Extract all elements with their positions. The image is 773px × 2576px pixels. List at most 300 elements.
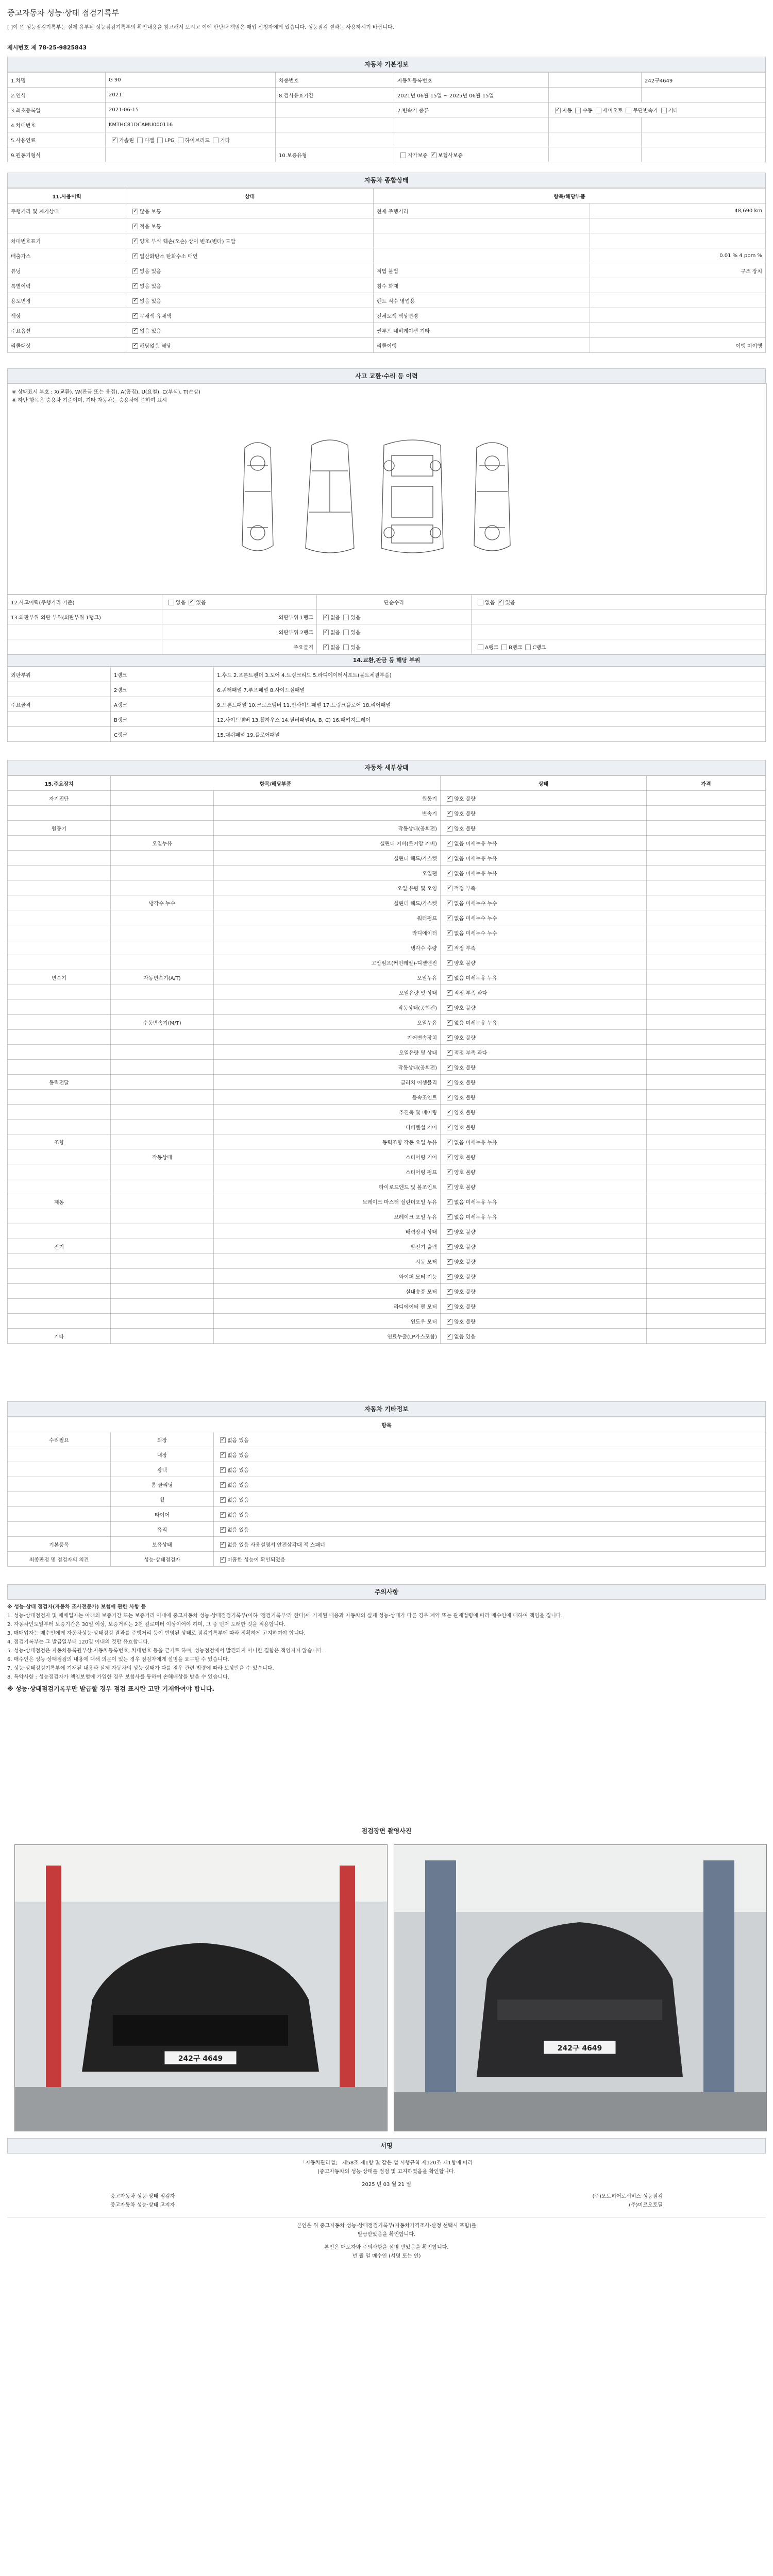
accident-table xyxy=(7,594,766,654)
detail-state xyxy=(441,1090,647,1105)
checkbox-icon[interactable] xyxy=(447,1020,452,1026)
checkbox-icon[interactable] xyxy=(447,1319,452,1325)
rank-group xyxy=(8,639,162,654)
checkbox-icon[interactable] xyxy=(447,975,452,981)
general-state-text: 많음 보통 xyxy=(140,209,161,215)
detail-item: 작동상태(공회전) xyxy=(214,1060,441,1075)
checkbox-icon[interactable] xyxy=(220,1467,226,1473)
other-state xyxy=(214,1477,766,1492)
general-detail xyxy=(374,248,590,263)
rank-options-option-label: 없음 xyxy=(330,615,341,621)
checkbox-icon[interactable] xyxy=(447,841,452,846)
general-state-text: 무채색 유채색 xyxy=(140,313,172,319)
checkbox-icon[interactable] xyxy=(447,1050,452,1056)
checkbox-icon[interactable] xyxy=(447,1259,452,1265)
accident-options-option[interactable] xyxy=(186,598,206,606)
rank-extra-option[interactable] xyxy=(522,643,546,651)
sign-date: 2025 년 03 월 21 일 xyxy=(362,2182,411,2188)
checkbox-icon[interactable] xyxy=(447,1155,452,1160)
general-detail: 리콜이행 xyxy=(374,338,590,353)
general-label: 배출가스 xyxy=(8,248,126,263)
warranty-options-option-label: 자가보증 xyxy=(408,152,428,159)
transmission-options xyxy=(549,103,766,117)
checkbox-icon[interactable] xyxy=(323,645,329,650)
checkbox-icon[interactable] xyxy=(447,1125,452,1130)
detail-row xyxy=(8,1090,766,1105)
basic-label-2 xyxy=(276,117,394,132)
front-photo xyxy=(14,1844,388,2131)
checkbox-icon[interactable] xyxy=(132,239,138,244)
checkbox-icon[interactable] xyxy=(447,1289,452,1295)
detail-item: 배력장치 상태 xyxy=(214,1224,441,1239)
detail-group xyxy=(8,925,111,940)
detail-row xyxy=(8,1269,766,1284)
checkbox-icon[interactable] xyxy=(132,343,138,349)
detail-group xyxy=(8,1314,111,1329)
fuel-options-option-label: 가솔린 xyxy=(119,138,134,144)
detail-group: 자기진단 xyxy=(8,791,111,806)
detail-header-1: 15.주요장치 xyxy=(8,776,111,791)
detail-item: 시동 모터 xyxy=(214,1254,441,1269)
detail-row xyxy=(8,1284,766,1299)
transmission-options-option-label: 기타 xyxy=(668,108,678,114)
detail-state-text: 적정 부족 xyxy=(454,886,476,892)
detail-state-text: 없음 미세누유 누유 xyxy=(454,1199,497,1206)
detail-state-text: 없음 미세누유 누유 xyxy=(454,1020,497,1026)
transmission-options-option[interactable] xyxy=(593,106,623,114)
transmission-options-option[interactable] xyxy=(658,106,678,114)
detail-subgroup xyxy=(111,1030,214,1045)
detail-row xyxy=(8,910,766,925)
detail-row xyxy=(8,1224,766,1239)
detail-state-text: 양호 불량 xyxy=(454,1170,476,1176)
basic-label: 4.차대번호 xyxy=(8,117,106,132)
warranty-options-option[interactable] xyxy=(397,151,428,159)
detail-item: 브레이크 오일 누유 xyxy=(214,1209,441,1224)
checkbox-icon[interactable] xyxy=(343,630,349,635)
detail-item: 디퍼렌셜 기어 xyxy=(214,1120,441,1134)
note-item: 6. 매수인은 성능·상태점검의 내용에 대해 의문이 있는 경우 점검자에게 설명을 요구할 수 있습니다. xyxy=(7,1657,229,1663)
general-row xyxy=(8,204,766,218)
detail-state xyxy=(441,851,647,866)
basic-value-3 xyxy=(642,147,766,162)
fuel-options-option[interactable] xyxy=(210,136,230,144)
detail-state-text: 없음 미세누수 누수 xyxy=(454,901,497,907)
other-state xyxy=(214,1507,766,1522)
parts-row xyxy=(8,697,766,712)
checkbox-icon[interactable] xyxy=(137,138,143,143)
notes-section xyxy=(7,1584,766,1600)
rank-options-option[interactable] xyxy=(320,613,340,621)
detail-state xyxy=(441,1254,647,1269)
checkbox-icon[interactable] xyxy=(220,1542,226,1548)
transmission-label: 7.변속기 종류 xyxy=(394,103,549,117)
note-item: 3. 매매업자는 매수인에게 자동차성능·상태점검 결과를 주행거리 등이 반영된 상태로 점검기록부에 따라 정확하게 고지하여야 합니다. xyxy=(7,1631,306,1636)
detail-state xyxy=(441,910,647,925)
detail-state-text: 없음 미세누유 누유 xyxy=(454,975,497,981)
detail-price xyxy=(647,1269,766,1284)
detail-group xyxy=(8,895,111,910)
basic-label-2: 차종번호 xyxy=(276,73,394,88)
accident-row xyxy=(8,595,766,609)
detail-row xyxy=(8,1149,766,1164)
general-state xyxy=(126,204,374,218)
note-item: 5. 성능·상태점검은 자동차등록원부상 자동차등록번호, 차대번호 등을 근거로 하며, 성능점검에서 발견되지 아니한 결함은 책임지지 않습니다. xyxy=(7,1648,324,1654)
detail-group xyxy=(8,1045,111,1060)
checkbox-icon[interactable] xyxy=(447,1005,452,1011)
other-state-text: 없음 있음 xyxy=(227,1512,249,1518)
checkbox-icon[interactable] xyxy=(132,328,138,334)
checkbox-icon[interactable] xyxy=(447,1184,452,1190)
transmission-options-option[interactable] xyxy=(572,106,592,114)
detail-state-text: 없음 있음 xyxy=(454,1334,476,1340)
checkbox-icon[interactable] xyxy=(478,600,483,605)
other-item: 외장 xyxy=(111,1432,214,1447)
other-state xyxy=(214,1552,766,1567)
rank-extra-option[interactable] xyxy=(475,643,498,651)
checkbox-icon[interactable] xyxy=(447,945,452,951)
parts-table xyxy=(7,667,766,742)
detail-state-text: 양호 불량 xyxy=(454,796,476,802)
general-row xyxy=(8,293,766,308)
accident-label: 12.사고이력(주행거리 기준) xyxy=(8,595,162,609)
general-detail: 썬루프 네비게이션 기타 xyxy=(374,323,590,338)
basic-value: KMTHC81DCAMU000116 xyxy=(106,117,276,132)
general-state-text: 없음 있음 xyxy=(140,298,161,304)
rank-options-option[interactable] xyxy=(320,628,340,636)
fuel-options-option[interactable] xyxy=(154,138,174,144)
detail-group: 동력전달 xyxy=(8,1075,111,1090)
warranty-options-option[interactable] xyxy=(428,151,463,159)
checkbox-icon[interactable] xyxy=(447,990,452,996)
basic-value xyxy=(106,147,276,162)
detail-group: 조향 xyxy=(8,1134,111,1149)
detail-item: 실린더 헤드/가스켓 xyxy=(214,851,441,866)
signature-body xyxy=(7,2159,766,2261)
detail-group xyxy=(8,1030,111,1045)
car-diagram-area xyxy=(7,383,767,595)
detail-state xyxy=(441,985,647,1000)
general-state-text: 해당없음 해당 xyxy=(140,343,172,349)
general-detail: 현재 주행거리 xyxy=(374,204,590,218)
checkbox-icon[interactable] xyxy=(447,960,452,966)
checkbox-icon[interactable] xyxy=(132,268,138,274)
checkbox-icon[interactable] xyxy=(498,600,503,605)
transmission-options-option-label: 수동 xyxy=(582,108,593,114)
basic-value-2: 자동차등록번호 xyxy=(394,73,549,88)
damage-legend: ※ 상태표시 부호 : X(교환), W(판금 또는 용접), A(흠집), U(요철), C(부식), T(손상) xyxy=(12,389,200,395)
checkbox-icon[interactable] xyxy=(478,645,483,650)
general-state-text: 일산화탄소 탄화수소 매연 xyxy=(140,253,198,260)
notifier-row xyxy=(7,2201,766,2210)
detail-row xyxy=(8,1239,766,1254)
checkbox-icon[interactable] xyxy=(447,901,452,906)
checkbox-icon[interactable] xyxy=(220,1557,226,1563)
rank-extra-option-label: A랭크 xyxy=(485,645,499,651)
detail-price xyxy=(647,910,766,925)
detail-subgroup xyxy=(111,1194,214,1209)
note-item: 4. 점검기록부는 그 발급일부터 120일 이내의 것만 유효합니다. xyxy=(7,1639,150,1645)
general-state-text: 없음 있음 xyxy=(140,268,161,275)
checkbox-icon[interactable] xyxy=(447,1095,452,1100)
repair-options xyxy=(472,595,766,609)
detail-item: 오일팬 xyxy=(214,866,441,880)
detail-state-text: 양호 불량 xyxy=(454,1229,476,1235)
detail-row xyxy=(8,970,766,985)
checkbox-icon[interactable] xyxy=(132,283,138,289)
checkbox-icon[interactable] xyxy=(323,630,329,635)
checkbox-icon[interactable] xyxy=(220,1482,226,1488)
checkbox-icon[interactable] xyxy=(447,1244,452,1250)
general-detail: 침수 화재 xyxy=(374,278,590,293)
checkbox-icon[interactable] xyxy=(447,1080,452,1086)
checkbox-icon[interactable] xyxy=(447,1140,452,1145)
rank-options-option[interactable] xyxy=(340,628,360,636)
other-header: 항목 xyxy=(8,1417,766,1432)
detail-state-text: 없음 미세누수 누수 xyxy=(454,930,497,937)
other-group xyxy=(8,1492,111,1507)
parts-items: 15.대쉬패널 19.플로어패널 xyxy=(214,727,766,742)
checkbox-icon[interactable] xyxy=(323,615,329,620)
accident-options-option-label: 없음 xyxy=(176,600,186,606)
detail-state xyxy=(441,1329,647,1344)
rank-options-option[interactable] xyxy=(340,643,360,651)
checkbox-icon[interactable] xyxy=(575,108,581,113)
checkbox-icon[interactable] xyxy=(169,600,174,605)
rank-empty xyxy=(472,624,766,639)
detail-state xyxy=(441,806,647,821)
basic-info-table xyxy=(7,72,766,162)
checkbox-icon[interactable] xyxy=(447,930,452,936)
detail-state xyxy=(441,955,647,970)
basic-label: 5.사용연료 xyxy=(8,132,106,147)
detail-price xyxy=(647,1254,766,1269)
checkbox-icon[interactable] xyxy=(189,600,194,605)
detail-subgroup xyxy=(111,1209,214,1224)
checkbox-icon[interactable] xyxy=(132,253,138,259)
general-value xyxy=(590,218,766,233)
detail-row xyxy=(8,791,766,806)
fuel-options-option[interactable] xyxy=(109,136,134,144)
detail-group xyxy=(8,1179,111,1194)
rank-options-option[interactable] xyxy=(320,643,340,651)
checkbox-icon[interactable] xyxy=(447,871,452,876)
checkbox-icon[interactable] xyxy=(447,1065,452,1071)
detail-subgroup xyxy=(111,985,214,1000)
rank-options xyxy=(317,609,472,624)
detail-subgroup xyxy=(111,1000,214,1015)
parts-items: 12.사이드멤버 13.휠하우스 14.필러패널(A, B, C) 16.패키지트레이 xyxy=(214,712,766,727)
checkbox-icon[interactable] xyxy=(661,108,667,113)
checkbox-icon[interactable] xyxy=(447,916,452,921)
notes-title: 주의사항 xyxy=(7,1584,766,1600)
checkbox-icon[interactable] xyxy=(132,224,138,229)
basic-row xyxy=(8,147,766,162)
checkbox-icon[interactable] xyxy=(447,1170,452,1175)
detail-item: 연료누출(LP가스포함) xyxy=(214,1329,441,1344)
general-value xyxy=(590,278,766,293)
detail-group xyxy=(8,880,111,895)
repair-options-option-label: 없음 xyxy=(485,600,495,606)
other-item: 룸 클리닝 xyxy=(111,1477,214,1492)
checkbox-icon[interactable] xyxy=(132,313,138,319)
checkbox-icon[interactable] xyxy=(132,298,138,304)
general-value xyxy=(590,293,766,308)
rank-options-option-label: 없음 xyxy=(330,645,341,651)
basic-value-3 xyxy=(642,88,766,103)
notes-lead: ※ 성능·상태 점검자(자동차 조사전문가) 보험에 관한 사항 등 xyxy=(7,1604,146,1610)
checkbox-icon[interactable] xyxy=(112,138,117,143)
detail-state-text: 없음 미세누수 누수 xyxy=(454,916,497,922)
sign-line-3: 본인은 위 중고자동차 성능·상태점검기록부(자동차가격조사·산정 선택시 포함)를 xyxy=(296,2223,477,2229)
checkbox-icon[interactable] xyxy=(447,856,452,861)
detail-group: 변속기 xyxy=(8,970,111,985)
checkbox-icon[interactable] xyxy=(447,826,452,832)
checkbox-icon[interactable] xyxy=(596,108,601,113)
checkbox-icon[interactable] xyxy=(132,209,138,214)
parts-items: 1.후드 2.프론트펜더 3.도어 4.트렁크리드 5.라디에이터서포트(볼트체결부품) xyxy=(214,667,766,682)
checkbox-icon[interactable] xyxy=(157,138,163,143)
detail-state xyxy=(441,1075,647,1090)
parts-subtitle: 14.교환,판금 등 해당 부위 xyxy=(7,654,766,667)
general-state xyxy=(126,233,374,248)
detail-row xyxy=(8,836,766,851)
other-row xyxy=(8,1522,766,1537)
detail-row xyxy=(8,1164,766,1179)
detail-state-text: 양호 불량 xyxy=(454,1304,476,1310)
checkbox-icon[interactable] xyxy=(447,1304,452,1310)
detail-state-text: 양호 불량 xyxy=(454,811,476,817)
basic-row xyxy=(8,88,766,103)
other-row xyxy=(8,1447,766,1462)
checkbox-icon[interactable] xyxy=(343,645,349,650)
detail-state xyxy=(441,1045,647,1060)
detail-state-text: 양호 불량 xyxy=(454,1080,476,1086)
other-state xyxy=(214,1522,766,1537)
fuel-options-option[interactable] xyxy=(175,136,210,144)
other-state-text: 없음 있음 xyxy=(227,1452,249,1459)
document-number xyxy=(7,43,87,52)
rank-extra-option[interactable] xyxy=(498,643,522,651)
checkbox-icon[interactable] xyxy=(447,1214,452,1220)
checkbox-icon[interactable] xyxy=(626,108,631,113)
checkbox-icon[interactable] xyxy=(447,1199,452,1205)
note-item: 2. 자동차인도일부터 보증기간은 30일 이상, 보증거리는 2천 킬로미터 이상이어야 하며, 그 중 먼저 도래한 것을 적용합니다. xyxy=(7,1622,285,1628)
checkbox-icon[interactable] xyxy=(525,645,531,650)
transmission-options-option[interactable] xyxy=(623,106,658,114)
checkbox-icon[interactable] xyxy=(343,615,349,620)
fuel-options-option[interactable] xyxy=(134,136,154,144)
detail-state-text: 없음 미세누유 누유 xyxy=(454,856,497,862)
checkbox-icon[interactable] xyxy=(447,796,452,802)
accident-options-option[interactable] xyxy=(165,598,186,606)
detail-item: 등속조인트 xyxy=(214,1090,441,1105)
other-state-text: 없음 있음 xyxy=(227,1497,249,1503)
checkbox-icon[interactable] xyxy=(447,1229,452,1235)
parts-group xyxy=(8,682,111,697)
checkbox-icon[interactable] xyxy=(447,1334,452,1340)
basic-label: 9.원동기형식 xyxy=(8,147,106,162)
detail-item: 원동기 xyxy=(214,791,441,806)
checkbox-icon[interactable] xyxy=(220,1437,226,1443)
detail-subgroup xyxy=(111,880,214,895)
other-item: 광택 xyxy=(111,1462,214,1477)
notice-text: [ ]이 뜬 성능점검기록부는 실제 유부된 성능점검기록부의 확인내용을 참고해서 보시고 이에 판단과 책임은 매입 신청자에게 있습니다. 성능점검 결과는 사용하시기 바랍니다. xyxy=(7,25,394,30)
detail-item: 변속기 xyxy=(214,806,441,821)
checkbox-icon[interactable] xyxy=(447,1035,452,1041)
repair-options-option[interactable] xyxy=(475,598,495,606)
detail-item: 오일누유 xyxy=(214,970,441,985)
checkbox-icon[interactable] xyxy=(447,1274,452,1280)
detail-item: 라디에이터 xyxy=(214,925,441,940)
checkbox-icon[interactable] xyxy=(220,1512,226,1518)
general-state xyxy=(126,218,374,233)
checkbox-icon[interactable] xyxy=(447,811,452,817)
checkbox-icon[interactable] xyxy=(178,138,183,143)
checkbox-icon[interactable] xyxy=(220,1527,226,1533)
detail-subgroup xyxy=(111,1284,214,1299)
car-top-front-icon xyxy=(306,440,354,553)
parts-rank: C랭크 xyxy=(111,727,214,742)
detail-price xyxy=(647,985,766,1000)
car-diagram xyxy=(234,435,564,558)
checkbox-icon[interactable] xyxy=(213,138,219,143)
other-item: 보유상태 xyxy=(111,1537,214,1552)
checkbox-icon[interactable] xyxy=(220,1497,226,1503)
basic-value: G 90 xyxy=(106,73,276,88)
parts-rank: B랭크 xyxy=(111,712,214,727)
general-detail xyxy=(374,218,590,233)
repair-label: 단순수리 xyxy=(317,595,472,609)
checkbox-icon[interactable] xyxy=(400,152,406,158)
general-row xyxy=(8,218,766,233)
general-label: 주요옵션 xyxy=(8,323,126,338)
checkbox-icon[interactable] xyxy=(501,645,507,650)
other-row xyxy=(8,1462,766,1477)
detail-price xyxy=(647,1000,766,1015)
detail-state-text: 없음 미세누유 누유 xyxy=(454,871,497,877)
rank-row xyxy=(8,609,766,624)
other-row xyxy=(8,1507,766,1522)
note-item: 7. 성능·상태점검기록부에 기재된 내용과 실제 자동차의 성능·상태가 다를 경우 관련 법령에 따라 보상받을 수 있습니다. xyxy=(7,1666,274,1671)
note-item: 1. 성능·상태점검자 및 매매업자는 아래의 보증기간 또는 보증거리 이내에 중고자동차 성능·상태점검기록부(이하 '점검기록부'라 한다)에 기재된 내용과 자동차의 실제 성능·상태가 다른 경우 계약 또는 관계법령에 따라 매수인에 대하여 책임을 집니다. xyxy=(7,1613,563,1619)
other-item: 유리 xyxy=(111,1522,214,1537)
inspector-row xyxy=(7,2192,766,2201)
general-value: 48,690 km xyxy=(590,204,766,218)
rank-options-option[interactable] xyxy=(340,613,360,621)
repair-options-option[interactable] xyxy=(495,598,515,606)
parts-items: 9.프론트패널 10.크로스멤버 11.인사이드패널 17.트렁크플로어 18.리어패널 xyxy=(214,697,766,712)
detail-row xyxy=(8,866,766,880)
rank-extra xyxy=(472,639,766,654)
detail-state xyxy=(441,1239,647,1254)
checkbox-icon[interactable] xyxy=(447,886,452,891)
transmission-options-option[interactable] xyxy=(552,106,572,114)
other-row xyxy=(8,1537,766,1552)
checkbox-icon[interactable] xyxy=(220,1452,226,1458)
repair-options-option-label: 있음 xyxy=(505,600,515,606)
basic-label-2 xyxy=(276,132,394,147)
detail-price xyxy=(647,1329,766,1344)
checkbox-icon[interactable] xyxy=(431,152,436,158)
detail-item: 동력조향 작동 오일 누유 xyxy=(214,1134,441,1149)
general-label: 리콜대상 xyxy=(8,338,126,353)
photo-title: 점검장면 촬영사진 xyxy=(7,1824,766,1838)
checkbox-icon[interactable] xyxy=(555,108,561,113)
parts-items: 6.쿼터패널 7.루프패널 8.사이드실패널 xyxy=(214,682,766,697)
detail-item: 실내송풍 모터 xyxy=(214,1284,441,1299)
checkbox-icon[interactable] xyxy=(447,1110,452,1115)
